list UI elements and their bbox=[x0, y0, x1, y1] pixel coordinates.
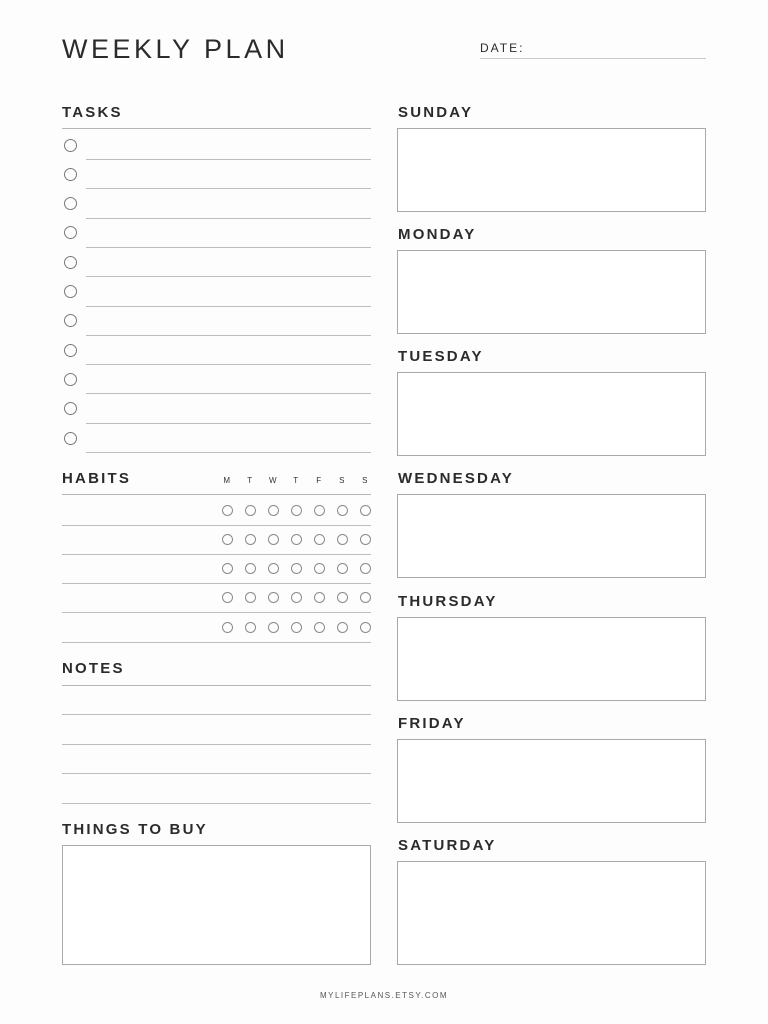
task-checkbox[interactable] bbox=[64, 432, 77, 445]
habit-checkbox[interactable] bbox=[337, 563, 348, 574]
notes-line[interactable] bbox=[62, 773, 371, 774]
task-checkbox[interactable] bbox=[64, 373, 77, 386]
task-line[interactable] bbox=[86, 276, 371, 277]
habit-checkbox[interactable] bbox=[291, 592, 302, 603]
day-box-monday[interactable] bbox=[397, 250, 706, 334]
tasks-rule bbox=[62, 128, 371, 129]
habit-checkbox[interactable] bbox=[268, 622, 279, 633]
habit-line[interactable] bbox=[62, 583, 371, 584]
tasks-title: TASKS bbox=[62, 104, 123, 121]
habit-checkbox[interactable] bbox=[268, 563, 279, 574]
footer-credit: MYLIFEPLANS.ETSY.COM bbox=[319, 991, 449, 1000]
habit-day-label: F bbox=[316, 476, 322, 485]
task-line[interactable] bbox=[86, 218, 371, 219]
habits-rule bbox=[62, 494, 371, 495]
task-line[interactable] bbox=[86, 188, 371, 189]
day-box-saturday[interactable] bbox=[397, 861, 706, 965]
notes-title: NOTES bbox=[62, 660, 125, 677]
habit-checkbox[interactable] bbox=[291, 622, 302, 633]
things-to-buy-title: THINGS TO BUY bbox=[62, 821, 208, 838]
task-line[interactable] bbox=[86, 247, 371, 248]
task-line[interactable] bbox=[86, 364, 371, 365]
habit-checkbox[interactable] bbox=[291, 534, 302, 545]
habit-day-label: T bbox=[247, 476, 253, 485]
habit-checkbox[interactable] bbox=[360, 563, 371, 574]
task-line[interactable] bbox=[86, 423, 371, 424]
things-to-buy-box[interactable] bbox=[62, 845, 371, 965]
habit-checkbox[interactable] bbox=[360, 622, 371, 633]
page-title: WEEKLY PLAN bbox=[62, 34, 289, 64]
day-title-tuesday: TUESDAY bbox=[398, 348, 484, 365]
habit-checkbox[interactable] bbox=[314, 622, 325, 633]
habit-checkbox[interactable] bbox=[314, 563, 325, 574]
habit-checkbox[interactable] bbox=[314, 534, 325, 545]
habit-checkbox[interactable] bbox=[245, 505, 256, 516]
habit-checkbox[interactable] bbox=[222, 563, 233, 574]
task-checkbox[interactable] bbox=[64, 139, 77, 152]
habit-line[interactable] bbox=[62, 525, 371, 526]
habit-line[interactable] bbox=[62, 612, 371, 613]
habit-checkbox[interactable] bbox=[360, 505, 371, 516]
habit-checkbox[interactable] bbox=[222, 534, 233, 545]
habit-checkbox[interactable] bbox=[268, 505, 279, 516]
habits-title: HABITS bbox=[62, 470, 132, 487]
notes-rule bbox=[62, 685, 371, 686]
task-line[interactable] bbox=[86, 306, 371, 307]
habit-checkbox[interactable] bbox=[245, 534, 256, 545]
task-line[interactable] bbox=[86, 452, 371, 453]
task-line[interactable] bbox=[86, 159, 371, 160]
task-line[interactable] bbox=[86, 393, 371, 394]
habit-checkbox[interactable] bbox=[291, 563, 302, 574]
habit-checkbox[interactable] bbox=[268, 534, 279, 545]
habit-day-label: S bbox=[362, 476, 368, 485]
habit-checkbox[interactable] bbox=[314, 505, 325, 516]
task-checkbox[interactable] bbox=[64, 402, 77, 415]
day-title-monday: MONDAY bbox=[398, 226, 477, 243]
habit-checkbox[interactable] bbox=[245, 622, 256, 633]
day-title-friday: FRIDAY bbox=[398, 715, 466, 732]
task-checkbox[interactable] bbox=[64, 285, 77, 298]
habit-checkbox[interactable] bbox=[360, 592, 371, 603]
task-checkbox[interactable] bbox=[64, 226, 77, 239]
task-checkbox[interactable] bbox=[64, 197, 77, 210]
task-checkbox[interactable] bbox=[64, 314, 77, 327]
day-box-wednesday[interactable] bbox=[397, 494, 706, 578]
habit-day-label: M bbox=[223, 476, 231, 485]
day-title-sunday: SUNDAY bbox=[398, 104, 474, 121]
habit-checkbox[interactable] bbox=[360, 534, 371, 545]
task-checkbox[interactable] bbox=[64, 168, 77, 181]
habit-checkbox[interactable] bbox=[337, 592, 348, 603]
day-title-wednesday: WEDNESDAY bbox=[398, 470, 514, 487]
day-box-thursday[interactable] bbox=[397, 617, 706, 701]
task-line[interactable] bbox=[86, 335, 371, 336]
task-checkbox[interactable] bbox=[64, 344, 77, 357]
date-label: DATE: bbox=[480, 41, 525, 55]
day-title-saturday: SATURDAY bbox=[398, 837, 497, 854]
habit-checkbox[interactable] bbox=[314, 592, 325, 603]
habit-checkbox[interactable] bbox=[222, 622, 233, 633]
habit-checkbox[interactable] bbox=[291, 505, 302, 516]
date-field[interactable] bbox=[480, 58, 706, 59]
habit-day-label: T bbox=[293, 476, 299, 485]
habit-checkbox[interactable] bbox=[337, 505, 348, 516]
habit-checkbox[interactable] bbox=[222, 505, 233, 516]
notes-line[interactable] bbox=[62, 714, 371, 715]
habit-checkbox[interactable] bbox=[245, 563, 256, 574]
notes-line[interactable] bbox=[62, 744, 371, 745]
habit-checkbox[interactable] bbox=[337, 534, 348, 545]
habit-checkbox[interactable] bbox=[337, 622, 348, 633]
task-checkbox[interactable] bbox=[64, 256, 77, 269]
habit-checkbox[interactable] bbox=[222, 592, 233, 603]
habit-day-label: S bbox=[339, 476, 345, 485]
notes-line[interactable] bbox=[62, 803, 371, 804]
habit-day-label: W bbox=[268, 476, 278, 485]
day-box-tuesday[interactable] bbox=[397, 372, 706, 456]
habit-line[interactable] bbox=[62, 554, 371, 555]
day-box-friday[interactable] bbox=[397, 739, 706, 823]
habit-checkbox[interactable] bbox=[245, 592, 256, 603]
habit-checkbox[interactable] bbox=[268, 592, 279, 603]
day-title-thursday: THURSDAY bbox=[398, 593, 498, 610]
day-box-sunday[interactable] bbox=[397, 128, 706, 212]
habit-line[interactable] bbox=[62, 642, 371, 643]
